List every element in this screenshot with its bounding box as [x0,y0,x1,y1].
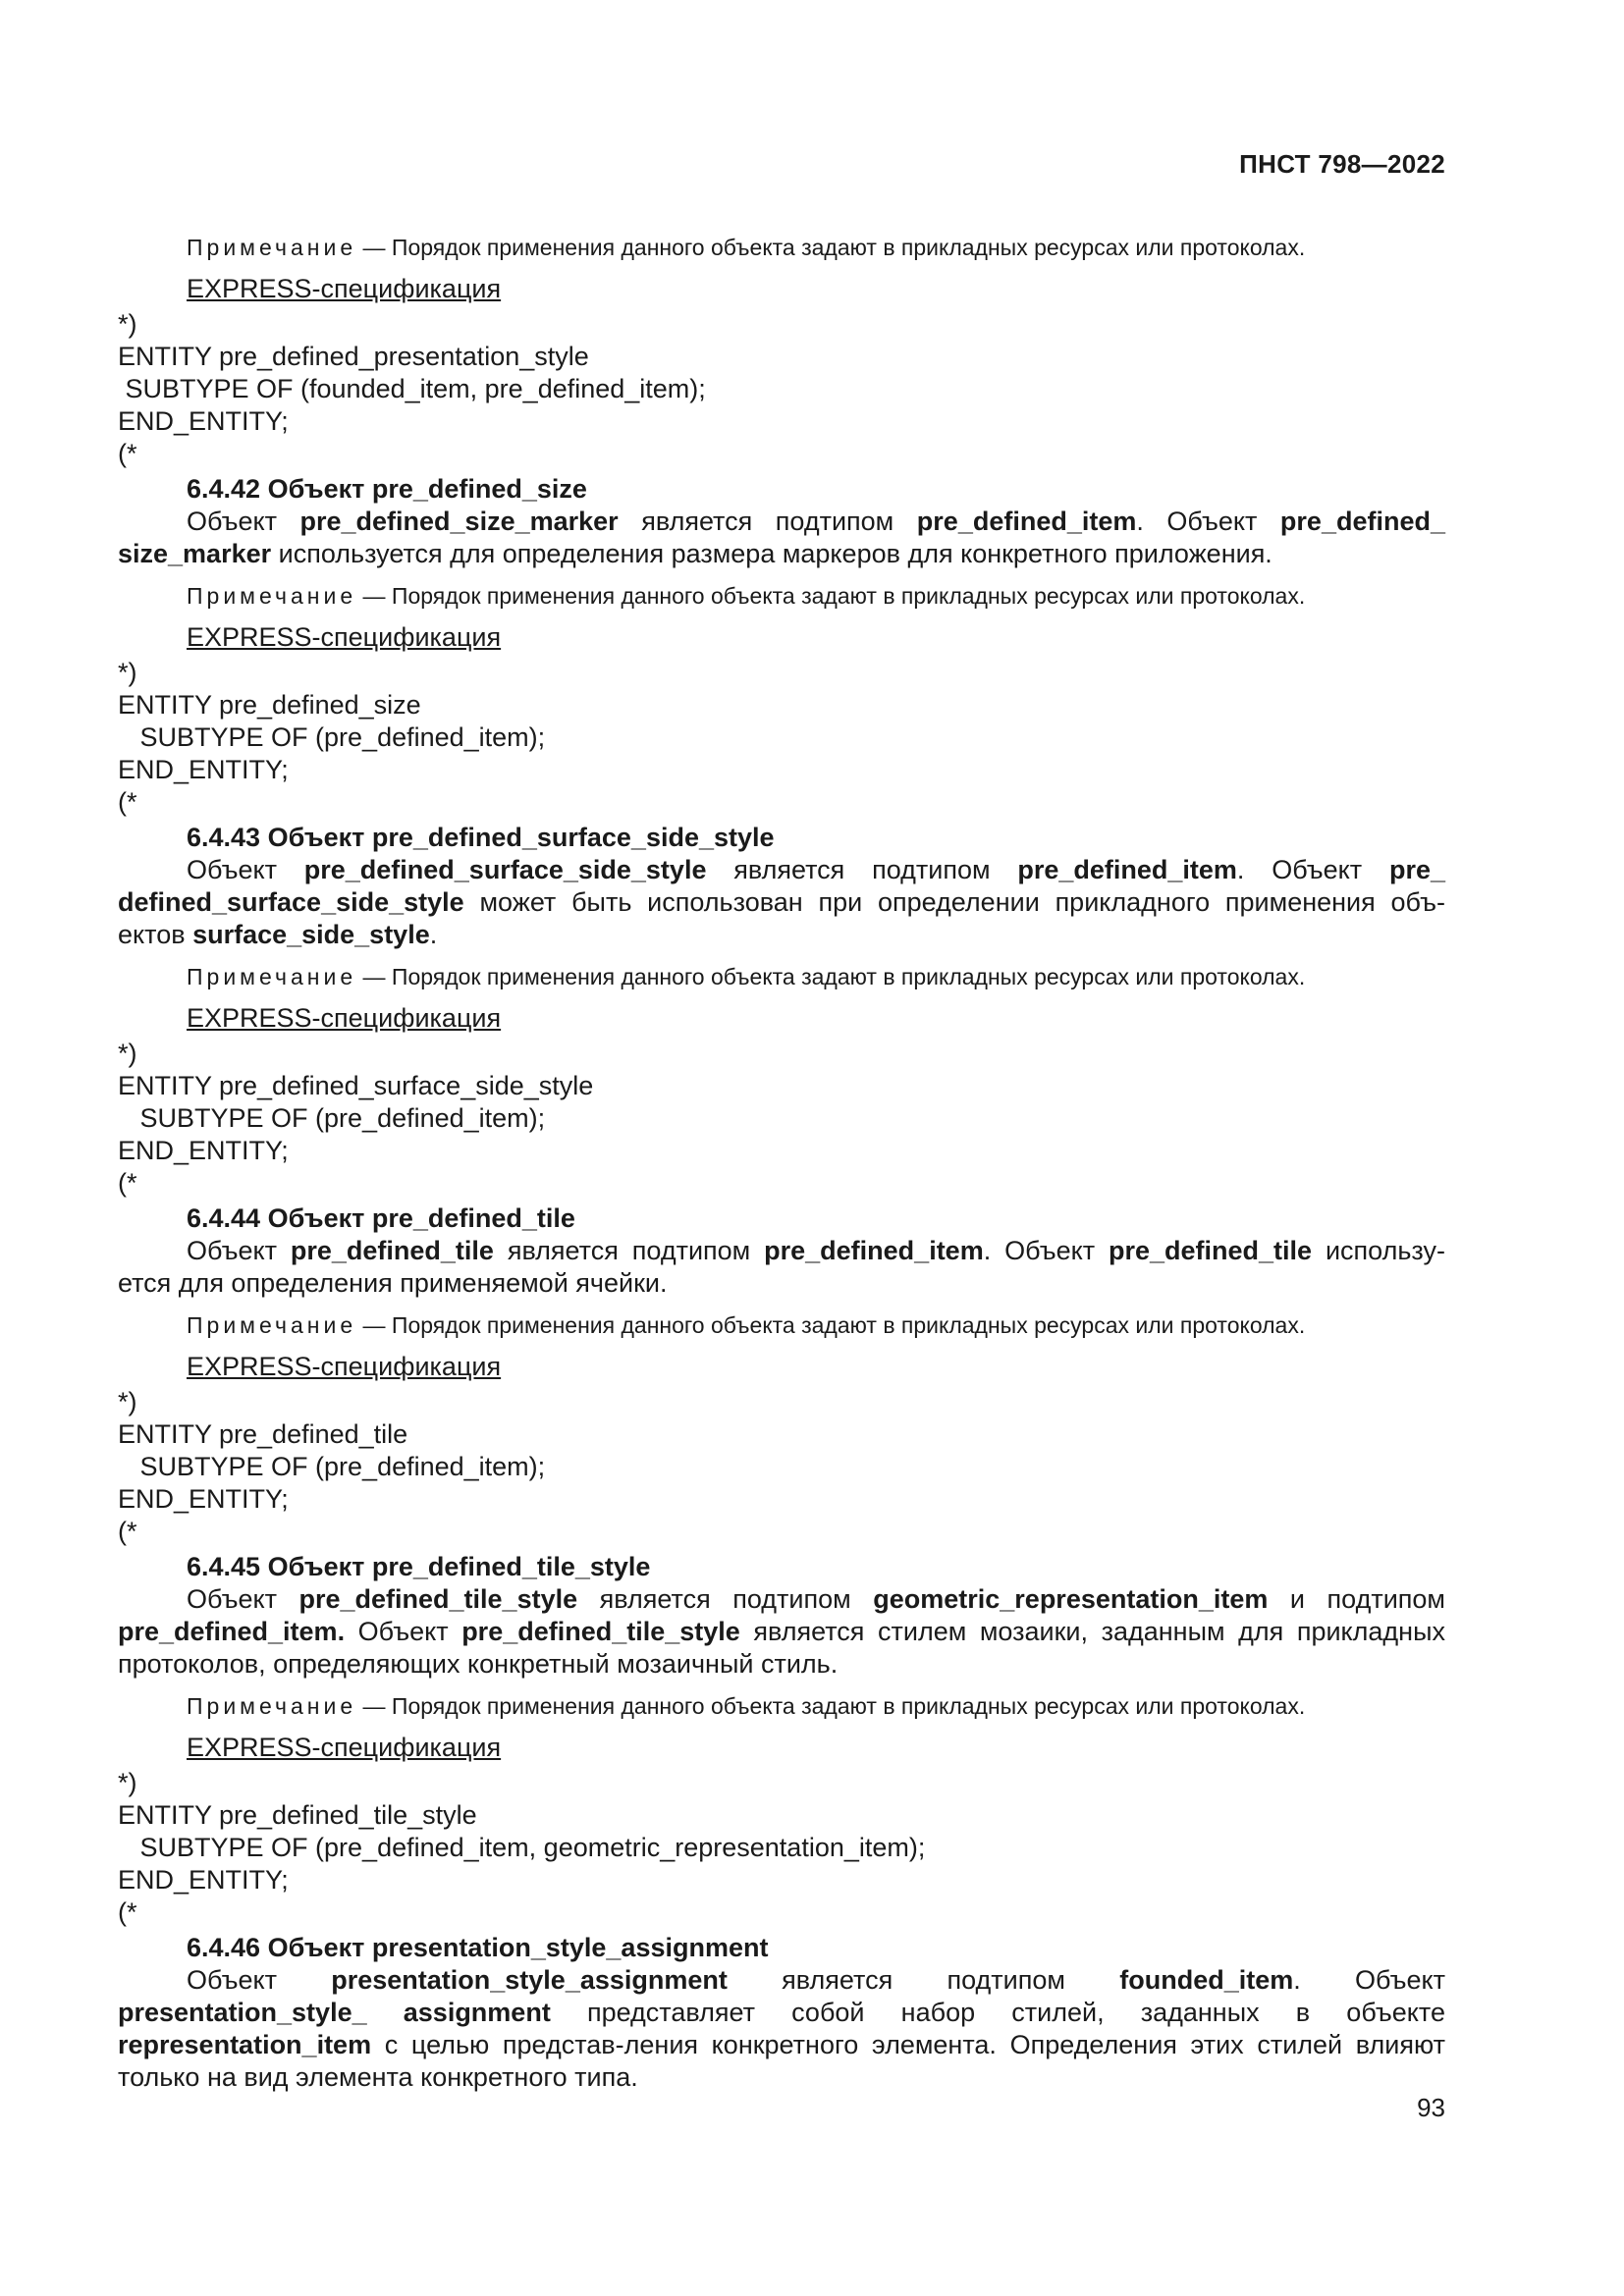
note [187,580,1445,612]
express-code-block: *) ENTITY pre_defined_tile_style SUBTYPE OF (pre_defined_item, geometric_representation_item); END_ENTITY; (* [118,1768,926,1927]
note-label: Примечание [187,235,357,260]
express-spec-label: EXPRESS-спецификация [187,1352,502,1381]
note-label: Примечание [187,964,357,989]
note-label: Примечание [187,1693,357,1719]
express-code-block: *) ENTITY pre_defined_surface_side_style SUBTYPE OF (pre_defined_item); END_ENTITY; (* [118,1039,594,1198]
express-spec-label: EXPRESS-спецификация [187,1003,502,1033]
note-label: Примечание [187,583,357,609]
document-header: ПНСТ 798—2022 [1239,149,1445,179]
note-text: — Порядок применения данного объекта задают в прикладных ресурсах или протоколах. [356,583,1306,609]
section-title: 6.4.44 Объект pre_defined_tile [187,1203,575,1233]
page-number: 93 [1417,2093,1445,2122]
express-spec-label: EXPRESS-спецификация [187,622,502,652]
express-spec-label: EXPRESS-спецификация [187,1733,502,1762]
note-text: — Порядок применения данного объекта задают в прикладных ресурсах или протоколах. [356,1312,1306,1338]
section-title: 6.4.46 Объект presentation_style_assignment [187,1933,769,1962]
note-text: — Порядок применения данного объекта задают в прикладных ресурсах или протоколах. [356,964,1306,989]
express-code-block: *) ENTITY pre_defined_tile SUBTYPE OF (pre_defined_item); END_ENTITY; (* [118,1387,546,1546]
section-title: 6.4.45 Объект pre_defined_tile_style [187,1552,651,1581]
section-paragraph: Объект presentation_style_assignment является подтипом founded_item. Объект presentation_style_ assignment представляет собой набор стилей, заданных в объекте representation_item с целью представ-ления конкретного элемента. Определения этих стилей влияют только на вид элемента конкретного типа. [118,1965,1445,2092]
note [187,961,1445,992]
section-title: 6.4.42 Объект pre_defined_size [187,474,587,504]
express-spec-label: EXPRESS-спецификация [187,274,502,303]
section-paragraph: Объект pre_defined_surface_side_style является подтипом pre_defined_item. Объект pre_ defined_surface_side_style может быть использован при определении прикладного применения объ-ектов surface_side_style. [118,855,1445,949]
section-title: 6.4.43 Объект pre_defined_surface_side_style [187,823,775,852]
note [187,1690,1445,1722]
section-paragraph: Объект pre_defined_tile_style является подтипом geometric_representation_item и подтипом pre_defined_item. Объект pre_defined_tile_style является стилем мозаики, заданным для прикладных протоколов, определяющих конкретный мозаичный стиль. [118,1584,1445,1679]
note-text: — Порядок применения данного объекта задают в прикладных ресурсах или протоколах. [356,235,1306,260]
page-body [118,222,1445,2094]
note-text: — Порядок применения данного объекта задают в прикладных ресурсах или протоколах. [356,1693,1306,1719]
section-paragraph: Объект pre_defined_tile является подтипом pre_defined_item. Объект pre_defined_tile использу-ется для определения применяемой ячейки. [118,1236,1445,1298]
note [187,1309,1445,1341]
express-code-block: *) ENTITY pre_defined_presentation_style SUBTYPE OF (founded_item, pre_defined_item); END_ENTITY; (* [118,309,706,468]
note [187,232,1445,263]
note-label: Примечание [187,1312,357,1338]
express-code-block: *) ENTITY pre_defined_size SUBTYPE OF (pre_defined_item); END_ENTITY; (* [118,658,546,817]
section-paragraph: Объект pre_defined_size_marker является подтипом pre_defined_item. Объект pre_defined_ size_marker используется для определения размера маркеров для конкретного приложения. [118,507,1445,568]
